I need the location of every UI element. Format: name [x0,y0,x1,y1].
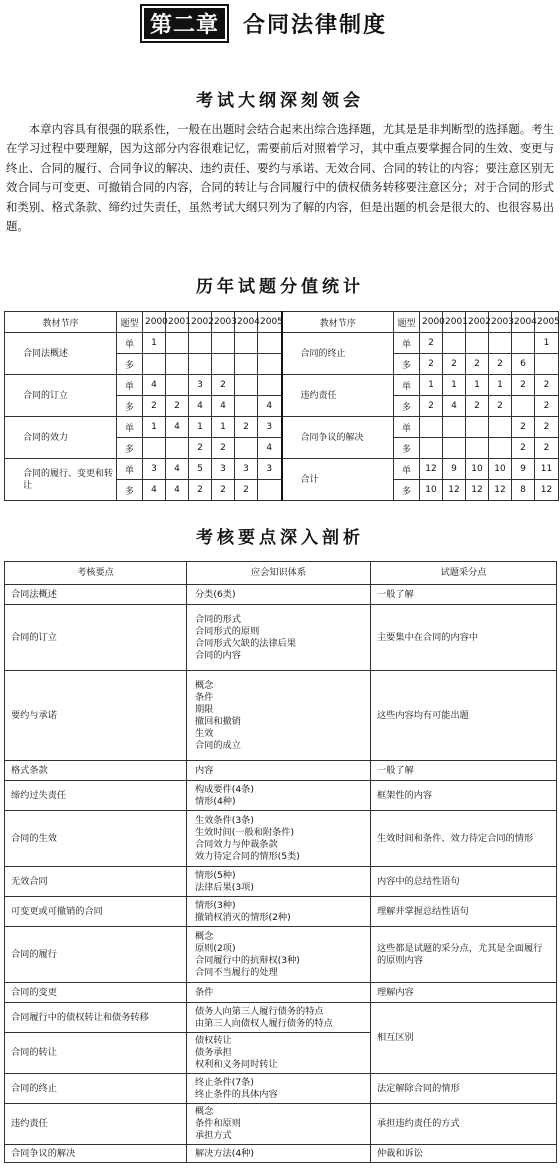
stats-type-cell: 多 [117,438,143,459]
knowledge-cell [187,1003,371,1033]
stats-item-cell: 合计 [282,459,394,501]
stats-value-cell: 2 [535,375,559,396]
stats-value-cell: 2 [212,438,235,459]
knowledge-line: 解决方法(4种) [195,1147,254,1159]
header-year: 2004 [235,312,258,333]
header-item: 教材节序 [5,312,117,333]
knowledge-line: 期限 [195,703,214,715]
stats-value-cell [212,333,235,354]
stats-value-cell: 12 [489,480,512,501]
chapter-title: 合同法律制度 [243,12,388,38]
point-cell: 合同的终止 [5,1074,187,1104]
chapter-heading [140,6,387,40]
header-year: 2005 [258,312,282,333]
stats-value-cell: 1 [143,333,166,354]
analysis-row [5,605,557,671]
stats-value-cell: 12 [443,480,466,501]
stats-item-cell: 合同法概述 [5,333,117,375]
stats-type-cell: 多 [394,354,420,375]
stats-row [5,417,559,438]
stats-value-cell: 4 [443,396,466,417]
stats-value-cell [143,438,166,459]
stats-value-cell: 4 [212,396,235,417]
knowledge-cell [187,1145,371,1163]
stats-value-cell [466,333,489,354]
point-cell: 要约与承诺 [5,671,187,761]
header-type: 题型 [117,312,143,333]
stats-value-cell: 3 [212,459,235,480]
stats-value-cell: 10 [420,480,443,501]
stats-value-cell: 2 [535,438,559,459]
knowledge-line: 撤销权消灭的情形(2种) [195,911,291,923]
point-cell: 缔约过失责任 [5,781,187,811]
knowledge-line: 情形(5种) [195,869,236,881]
analysis-body [5,562,557,1163]
analysis-header-row [5,562,557,585]
analysis-row [5,585,557,605]
stats-value-cell [166,333,189,354]
knowledge-line: 情形(4种) [195,795,236,807]
header-year: 2003 [212,312,235,333]
score-cell: 理解内容 [371,983,557,1003]
stats-type-cell: 多 [117,480,143,501]
stats-value-cell [212,354,235,375]
stats-value-cell [235,375,258,396]
stats-value-cell [420,417,443,438]
knowledge-line: 权利和义务同时转让 [195,1059,278,1070]
stats-value-cell [512,396,535,417]
knowledge-line: 撤回和撤销 [195,715,241,727]
knowledge-cell [187,761,371,781]
stats-value-cell: 3 [189,375,212,396]
stats-value-cell [143,354,166,375]
stats-type-cell: 单 [394,417,420,438]
point-cell: 合同的变更 [5,983,187,1003]
knowledge-line: 分类(6类) [195,588,236,600]
knowledge-line: 概念 [195,930,214,942]
stats-value-cell: 9 [512,459,535,480]
stats-value-cell [489,438,512,459]
stats-value-cell: 1 [143,417,166,438]
stats-value-cell [258,333,282,354]
header-year: 2000 [420,312,443,333]
stats-value-cell [489,417,512,438]
stats-value-cell: 2 [235,417,258,438]
stats-value-cell: 12 [466,480,489,501]
stats-type-cell: 单 [117,417,143,438]
point-cell: 合同的订立 [5,605,187,671]
stats-value-cell: 3 [258,459,282,480]
stats-value-cell [489,333,512,354]
stats-value-cell: 1 [420,375,443,396]
stats-value-cell: 1 [189,417,212,438]
analysis-row [5,983,557,1003]
stats-value-cell: 10 [466,459,489,480]
knowledge-cell [187,927,371,983]
stats-value-cell: 2 [489,396,512,417]
stats-value-cell: 2 [420,333,443,354]
analysis-row [5,867,557,897]
stats-value-cell: 1 [466,375,489,396]
stats-type-cell: 多 [394,480,420,501]
stats-value-cell: 2 [235,480,258,501]
header-year: 2003 [489,312,512,333]
stats-type-cell: 多 [117,396,143,417]
analysis-table [4,561,557,1163]
stats-value-cell [235,396,258,417]
score-cell: 理解并掌握总结性语句 [371,897,557,927]
stats-value-cell [235,354,258,375]
stats-value-cell [443,333,466,354]
stats-value-cell: 3 [258,417,282,438]
score-cell: 相互区别 [371,1003,557,1074]
stats-item-cell: 合同的终止 [282,333,394,375]
knowledge-line: 由第三人向债权人履行债务的特点 [195,1017,333,1029]
stats-value-cell [189,354,212,375]
stats-value-cell: 1 [489,375,512,396]
score-cell: 这些内容均有可能出题 [371,671,557,761]
analysis-row [5,927,557,983]
stats-value-cell: 4 [189,396,212,417]
score-cell: 框架性的内容 [371,781,557,811]
section-title-analysis: 考核要点深入剖析 [196,528,364,548]
analysis-row [5,1145,557,1163]
stats-value-cell: 5 [189,459,212,480]
stats-body [5,312,559,501]
stats-value-cell [420,438,443,459]
stats-value-cell: 2 [143,396,166,417]
stats-value-cell: 2 [189,438,212,459]
score-stats-table [4,311,559,501]
score-cell: 一般了解 [371,585,557,605]
knowledge-line: 债务承担 [195,1047,232,1058]
knowledge-line: 承担方式 [195,1130,232,1141]
stats-value-cell: 2 [420,396,443,417]
stats-value-cell [189,333,212,354]
stats-value-cell [512,333,535,354]
stats-value-cell: 2 [535,396,559,417]
stats-value-cell: 12 [535,480,559,501]
stats-value-cell: 2 [466,396,489,417]
knowledge-line: 债权转让 [195,1035,232,1046]
intro-paragraph: 本章内容具有很强的联系性，一般在出题时会结合起来出综合选择题，尤其是是非判断型的选择题。考生在学习过程中要理解，因为这部分内容很难记忆，需要前后对照着学习，其中重点要掌握合同的生效、变更与终止、合同的履行、合同争议的解决、违约责任、要约与承诺、无效合同、合同的转让的内容；要注意区别无效合同与可变更、可撤销合同的内容，合同的转让与合同履行中的债权债务转移要注意区分；对于合同的形式和类别、格式条款、缔约过失责任，虽然考试大纲只列为了解的内容，但是出题的机会是很大的、也很容易出题。 [6,122,554,234]
knowledge-line: 条件 [195,986,214,998]
stats-type-cell: 多 [117,354,143,375]
header-year: 2004 [512,312,535,333]
point-cell: 违约责任 [5,1104,187,1145]
stats-value-cell: 2 [512,438,535,459]
header-year: 2005 [535,312,559,333]
point-cell: 格式条款 [5,761,187,781]
stats-value-cell: 3 [143,459,166,480]
point-cell: 可变更或可撤销的合同 [5,897,187,927]
score-cell: 这些都是试题的采分点，尤其是全面履行的原则内容 [371,927,557,983]
section-title-stats: 历年试题分值统计 [196,277,364,297]
stats-value-cell: 2 [166,396,189,417]
stats-value-cell: 1 [212,417,235,438]
stats-value-cell: 3 [235,459,258,480]
stats-value-cell: 10 [489,459,512,480]
analysis-row [5,1104,557,1145]
stats-value-cell: 1 [535,333,559,354]
stats-value-cell [443,417,466,438]
score-cell: 承担违约责任的方式 [371,1104,557,1145]
point-cell: 合同争议的解决 [5,1145,187,1163]
knowledge-line: 终止条件的具体内容 [195,1088,278,1100]
stats-value-cell: 4 [258,396,282,417]
knowledge-cell [187,867,371,897]
chapter-number: 第二章 [140,4,229,43]
point-cell: 合同法概述 [5,585,187,605]
knowledge-line: 合同履行中的抗辩权(3种) [195,954,300,966]
stats-value-cell [535,354,559,375]
knowledge-line: 合同形式欠缺的法律后果 [195,637,297,649]
stats-type-cell: 单 [394,375,420,396]
stats-row [5,333,559,354]
knowledge-cell [187,671,371,761]
header-item: 教材节序 [282,312,394,333]
stats-value-cell [443,438,466,459]
stats-value-cell: 4 [143,480,166,501]
stats-value-cell: 1 [443,375,466,396]
point-cell: 合同的生效 [5,811,187,867]
stats-type-cell: 单 [394,333,420,354]
stats-type-cell: 单 [117,375,143,396]
stats-value-cell: 4 [258,438,282,459]
score-cell: 生效时间和条件、效力待定合同的情形 [371,811,557,867]
stats-value-cell: 4 [143,375,166,396]
knowledge-line: 概念 [195,1106,214,1117]
knowledge-line: 内容 [195,764,214,776]
point-cell: 合同履行中的债权转让和债务转移 [5,1003,187,1033]
stats-row [5,459,559,480]
stats-value-cell: 4 [166,480,189,501]
score-cell: 内容中的总结性语句 [371,867,557,897]
knowledge-line: 生效条件(3条) [195,814,254,826]
knowledge-line: 合同的形式 [195,613,241,625]
stats-value-cell: 2 [212,480,235,501]
knowledge-cell [187,781,371,811]
knowledge-cell [187,1033,371,1074]
knowledge-line: 债务人向第三人履行债务的特点 [195,1005,324,1017]
knowledge-line: 合同的成立 [195,739,241,751]
analysis-row [5,671,557,761]
stats-type-cell: 多 [394,396,420,417]
stats-header-row [5,312,559,333]
knowledge-line: 效力待定合同的情形(5类) [195,850,300,862]
knowledge-cell [187,585,371,605]
point-cell: 无效合同 [5,867,187,897]
analysis-row [5,897,557,927]
score-cell: 一般了解 [371,761,557,781]
stats-value-cell: 2 [212,375,235,396]
stats-value-cell: 6 [512,354,535,375]
knowledge-line: 合同不当履行的处理 [195,966,278,978]
header-year: 2002 [189,312,212,333]
header-year: 2002 [466,312,489,333]
knowledge-line: 条件和原则 [195,1118,241,1129]
knowledge-line: 合同的内容 [195,649,241,661]
stats-type-cell: 单 [394,459,420,480]
stats-item-cell: 违约责任 [282,375,394,417]
stats-item-cell: 合同争议的解决 [282,417,394,459]
stats-value-cell: 2 [189,480,212,501]
stats-value-cell [258,375,282,396]
knowledge-cell [187,897,371,927]
header-point: 考核要点 [5,562,187,585]
stats-value-cell: 8 [512,480,535,501]
point-cell: 合同的转让 [5,1033,187,1074]
knowledge-line: 合同形式的原则 [195,625,260,637]
stats-value-cell: 2 [512,417,535,438]
knowledge-line: 生效时间(一般和附条件) [195,826,295,838]
point-cell: 合同的履行 [5,927,187,983]
header-type: 题型 [394,312,420,333]
stats-row [5,375,559,396]
stats-type-cell: 单 [117,459,143,480]
stats-value-cell: 2 [466,354,489,375]
header-score: 试题采分点 [371,562,557,585]
stats-value-cell: 2 [443,354,466,375]
stats-item-cell: 合同的订立 [5,375,117,417]
analysis-row [5,781,557,811]
knowledge-cell [187,1074,371,1104]
stats-value-cell [258,480,282,501]
header-year: 2001 [166,312,189,333]
knowledge-cell [187,811,371,867]
stats-type-cell: 多 [394,438,420,459]
knowledge-cell [187,1104,371,1145]
knowledge-line: 原则(2项) [195,942,236,954]
stats-value-cell: 2 [535,417,559,438]
stats-value-cell [166,375,189,396]
knowledge-line: 终止条件(7条) [195,1076,254,1088]
stats-value-cell [166,438,189,459]
stats-value-cell [166,354,189,375]
score-cell: 仲裁和诉讼 [371,1145,557,1163]
score-cell: 法定解除合同的情形 [371,1074,557,1104]
analysis-row [5,1003,557,1033]
knowledge-line: 概念 [195,679,214,691]
stats-value-cell: 12 [420,459,443,480]
knowledge-cell [187,983,371,1003]
stats-value-cell: 2 [489,354,512,375]
knowledge-line: 情形(3种) [195,899,236,911]
header-knowledge: 应会知识体系 [187,562,371,585]
stats-value-cell: 4 [166,459,189,480]
analysis-row [5,1074,557,1104]
stats-value-cell [466,417,489,438]
stats-value-cell [235,438,258,459]
knowledge-line: 构成要件(4条) [195,783,254,795]
stats-item-cell: 合同的履行、变更和转让 [5,459,117,501]
stats-value-cell [258,354,282,375]
stats-value-cell: 2 [420,354,443,375]
section-title-outline: 考试大纲深刻领会 [196,91,364,111]
knowledge-line: 合同效力与仲裁条款 [195,838,278,850]
header-year: 2001 [443,312,466,333]
knowledge-line: 法律后果(3项) [195,881,254,893]
stats-item-cell: 合同的效力 [5,417,117,459]
stats-value-cell: 11 [535,459,559,480]
knowledge-line: 生效 [195,727,214,739]
knowledge-line: 条件 [195,691,214,703]
stats-value-cell [235,333,258,354]
stats-value-cell [466,438,489,459]
analysis-row [5,811,557,867]
stats-value-cell: 2 [512,375,535,396]
analysis-row [5,761,557,781]
stats-value-cell: 4 [166,417,189,438]
header-year: 2000 [143,312,166,333]
stats-value-cell: 9 [443,459,466,480]
knowledge-cell [187,605,371,671]
stats-type-cell: 单 [117,333,143,354]
score-cell: 主要集中在合同的内容中 [371,605,557,671]
